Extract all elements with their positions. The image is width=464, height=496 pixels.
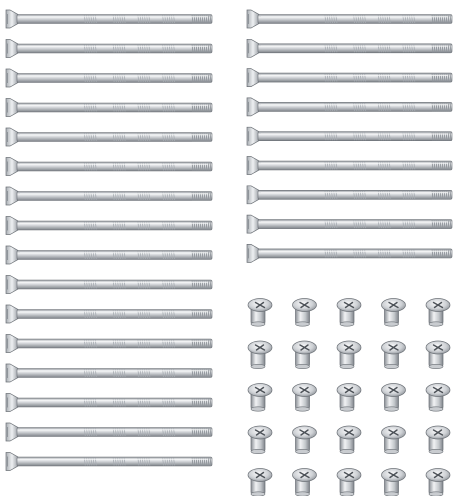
- nut-bottom: [340, 407, 354, 411]
- screw-shaft: [258, 73, 452, 82]
- long-screw: [247, 127, 452, 145]
- nut-bottom: [429, 492, 443, 496]
- long-screw: [6, 158, 212, 176]
- screw-shaft: [17, 398, 212, 407]
- nut-bottom: [429, 449, 443, 453]
- long-screw: [247, 69, 452, 87]
- nut-bottom: [385, 407, 399, 411]
- long-screw: [247, 10, 452, 28]
- long-screw: [6, 276, 212, 294]
- barrel-nut: [248, 469, 272, 496]
- screw-shaft: [17, 221, 212, 230]
- nut-bottom: [340, 364, 354, 368]
- barrel-nut: [293, 299, 317, 327]
- long-screw: [6, 335, 212, 353]
- screw-shaft: [17, 74, 212, 83]
- nut-bottom: [340, 449, 354, 453]
- nut-bottom: [385, 492, 399, 496]
- nut-bottom: [296, 364, 310, 368]
- screw-shaft: [17, 310, 212, 319]
- screw-shaft: [258, 161, 452, 170]
- nut-bottom: [340, 492, 354, 496]
- nut-bottom: [296, 407, 310, 411]
- barrel-nut: [426, 469, 450, 496]
- screw-shaft: [17, 339, 212, 348]
- screw-shaft: [17, 457, 212, 466]
- long-screw: [6, 394, 212, 412]
- nut-bottom: [296, 449, 310, 453]
- long-screw: [6, 364, 212, 382]
- long-screw: [6, 187, 212, 205]
- screw-shaft: [17, 369, 212, 378]
- barrel-nut: [382, 469, 406, 496]
- screw-shaft: [17, 15, 212, 24]
- barrel-nut: [293, 341, 317, 369]
- nut-bottom: [340, 322, 354, 326]
- nut-bottom: [251, 449, 265, 453]
- screw-shaft: [17, 428, 212, 437]
- barrel-nut: [382, 384, 406, 412]
- long-screw: [247, 186, 452, 204]
- barrel-nut: [337, 426, 361, 454]
- screw-shaft: [258, 249, 452, 258]
- long-screw: [247, 215, 452, 233]
- screw-shaft: [17, 133, 212, 142]
- nut-bottom: [296, 492, 310, 496]
- screw-shaft: [17, 162, 212, 171]
- long-screw: [6, 128, 212, 146]
- screw-shaft: [17, 280, 212, 289]
- screw-shaft: [258, 15, 452, 24]
- nut-bottom: [385, 364, 399, 368]
- barrel-nut: [293, 426, 317, 454]
- long-screw: [6, 246, 212, 264]
- long-screw: [247, 244, 452, 262]
- screw-shaft: [258, 220, 452, 229]
- long-screw: [6, 10, 212, 28]
- long-screw: [247, 39, 452, 57]
- barrel-nut: [382, 426, 406, 454]
- screw-shaft: [17, 103, 212, 112]
- nut-bottom: [251, 407, 265, 411]
- nut-bottom: [251, 492, 265, 496]
- nut-bottom: [429, 322, 443, 326]
- screw-shaft: [17, 251, 212, 260]
- screw-shaft: [258, 132, 452, 141]
- barrel-nut: [382, 341, 406, 369]
- screw-shaft: [258, 190, 452, 199]
- screw-shaft: [17, 192, 212, 201]
- nut-bottom: [385, 322, 399, 326]
- barrel-nut: [293, 469, 317, 496]
- nut-bottom: [296, 322, 310, 326]
- screw-shaft: [258, 44, 452, 53]
- nut-bottom: [251, 322, 265, 326]
- barrel-nut: [337, 384, 361, 412]
- long-screw: [6, 423, 212, 441]
- nut-bottom: [429, 407, 443, 411]
- long-screw: [6, 217, 212, 235]
- barrel-nut: [337, 299, 361, 327]
- long-screw: [6, 453, 212, 471]
- screw-shaft: [17, 44, 212, 53]
- barrel-nut: [248, 384, 272, 412]
- barrel-nut: [248, 426, 272, 454]
- long-screw: [247, 157, 452, 175]
- barrel-nut: [248, 299, 272, 327]
- long-screw: [6, 99, 212, 117]
- barrel-nut: [337, 341, 361, 369]
- barrel-nut: [426, 341, 450, 369]
- long-screw: [6, 305, 212, 323]
- barrel-nut: [382, 299, 406, 327]
- barrel-nut: [248, 341, 272, 369]
- barrel-nut: [426, 384, 450, 412]
- barrel-nut: [293, 384, 317, 412]
- long-screw: [247, 98, 452, 116]
- barrel-nut: [426, 426, 450, 454]
- long-screw: [6, 40, 212, 58]
- barrel-nut-group: [248, 299, 450, 496]
- barrel-nut: [426, 299, 450, 327]
- nut-bottom: [385, 449, 399, 453]
- long-screw: [6, 69, 212, 87]
- barrel-nut: [337, 469, 361, 496]
- nut-bottom: [251, 364, 265, 368]
- nut-bottom: [429, 364, 443, 368]
- screw-shaft: [258, 102, 452, 111]
